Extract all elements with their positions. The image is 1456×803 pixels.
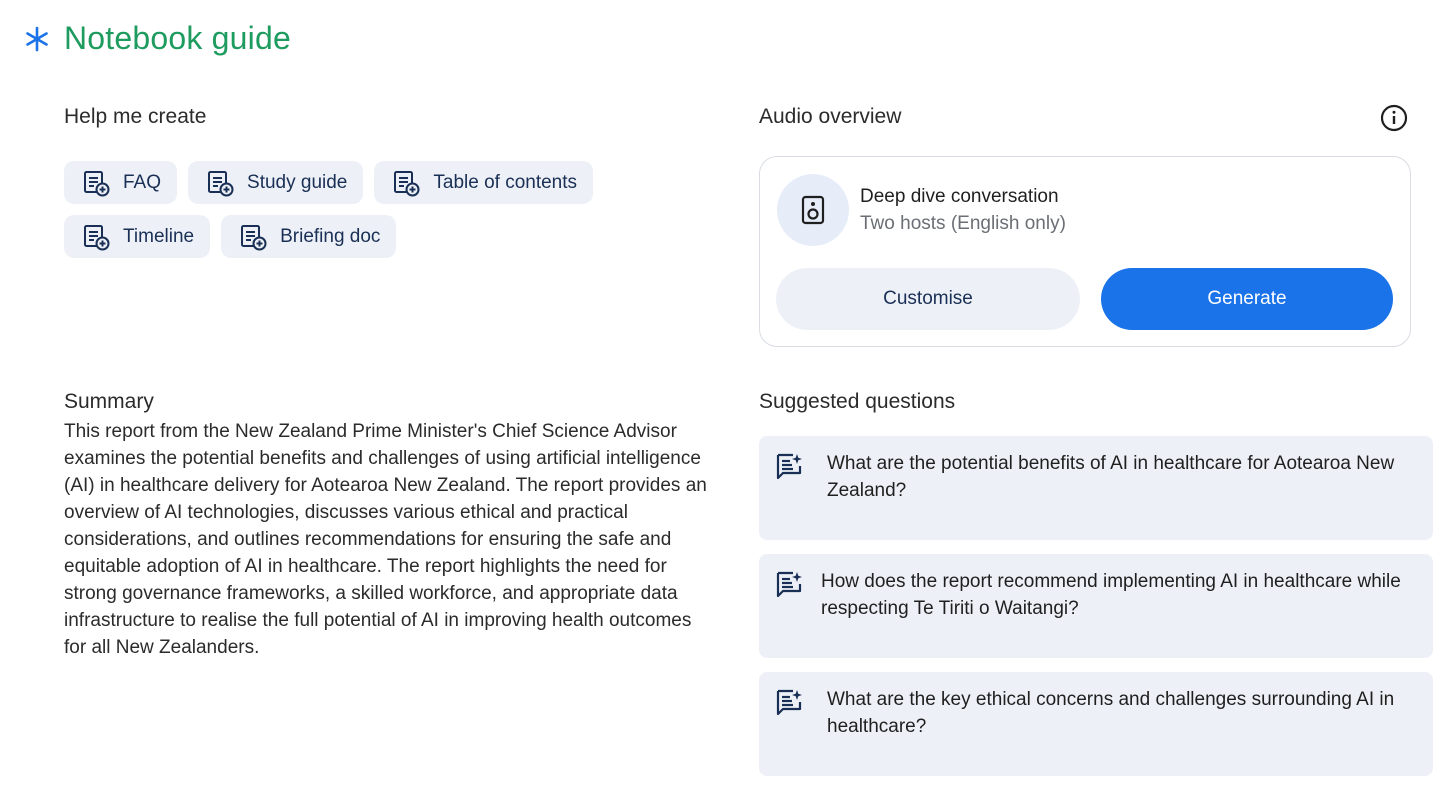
chat-sparkle-icon bbox=[775, 452, 803, 480]
chat-sparkle-icon bbox=[775, 570, 803, 598]
page-title: Notebook guide bbox=[64, 20, 291, 56]
study-guide-chip[interactable] bbox=[188, 161, 363, 204]
faq-chip[interactable] bbox=[64, 161, 177, 204]
audio-overview-heading: Audio overview bbox=[759, 105, 902, 128]
header bbox=[24, 20, 291, 57]
generate-button[interactable]: Generate bbox=[1101, 268, 1393, 330]
table-of-contents-chip[interactable] bbox=[374, 161, 593, 204]
help-create-chips bbox=[64, 161, 664, 269]
timeline-chip[interactable] bbox=[64, 215, 210, 258]
question-text: How does the report recommend implementing AI in healthcare while respecting Te Tiriti o Waitangi? bbox=[821, 571, 1401, 619]
summary-text: This report from the New Zealand Prime Minister's Chief Science Advisor examines the potential benefits and challenges of using artificial intelligence (AI) in healthcare delivery for Aotearoa New Zealand. The report provides an overview of AI technologies, discusses various ethical and practical considerations, and outlines recommendations for ensuring the safe and equitable adoption of AI in healthcare. The report highlights the need for strong governance frameworks, a skilled workforce, and appropriate data infrastructure to realise the full potential of AI in improving health outcomes for all New Zealanders. bbox=[64, 421, 707, 658]
suggested-questions-list bbox=[759, 436, 1433, 790]
note-add-icon bbox=[239, 223, 267, 251]
help-create-heading: Help me create bbox=[64, 105, 207, 128]
deep-dive-subtitle: Two hosts (English only) bbox=[860, 213, 1066, 234]
chip-label: FAQ bbox=[123, 171, 162, 193]
chip-label: Study guide bbox=[247, 171, 348, 193]
question-text: What are the potential benefits of AI in healthcare for Aotearoa New Zealand? bbox=[827, 453, 1395, 501]
chat-sparkle-icon bbox=[775, 688, 803, 716]
customise-button[interactable]: Customise bbox=[776, 268, 1080, 330]
suggested-questions-heading: Suggested questions bbox=[759, 390, 956, 413]
speaker-icon bbox=[800, 195, 826, 225]
suggested-question-item[interactable] bbox=[759, 436, 1433, 540]
audio-overview-card bbox=[759, 156, 1411, 347]
chip-label: Timeline bbox=[123, 225, 195, 247]
note-add-icon bbox=[82, 223, 110, 251]
deep-dive-title: Deep dive conversation bbox=[860, 186, 1059, 207]
info-icon[interactable] bbox=[1380, 104, 1408, 132]
suggested-question-item[interactable] bbox=[759, 554, 1433, 658]
speaker-avatar bbox=[777, 174, 849, 246]
sparkle-icon bbox=[24, 26, 50, 52]
summary-heading: Summary bbox=[64, 390, 154, 413]
note-add-icon bbox=[392, 169, 420, 197]
suggested-question-item[interactable] bbox=[759, 672, 1433, 776]
briefing-doc-chip[interactable] bbox=[221, 215, 396, 258]
question-text: What are the key ethical concerns and challenges surrounding AI in healthcare? bbox=[827, 689, 1395, 737]
chip-label: Briefing doc bbox=[280, 225, 381, 247]
chip-label: Table of contents bbox=[433, 171, 578, 193]
note-add-icon bbox=[206, 169, 234, 197]
note-add-icon bbox=[82, 169, 110, 197]
